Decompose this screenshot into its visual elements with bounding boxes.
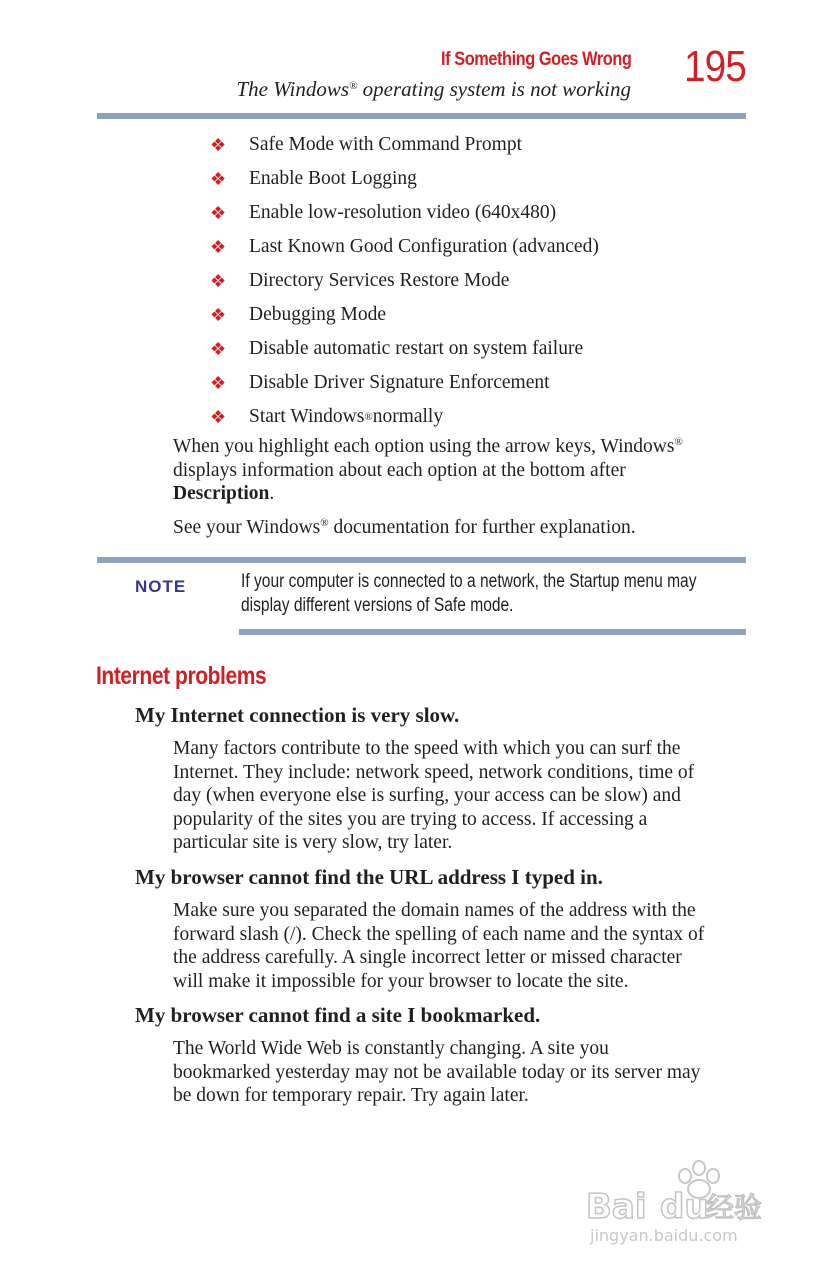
- answer-paragraph: Make sure you separated the domain names of the address with the forward slash (/). Check the spelling of each name and the syntax of the address carefully. A single incorrect letter or missed character will make it impossible for your browser to locate the site.: [173, 900, 705, 992]
- list-item: ❖ Enable low-resolution video (640x480): [210, 196, 599, 230]
- question-heading: My Internet connection is very slow.: [135, 703, 460, 727]
- question-heading: My browser cannot find the URL address I typed in.: [135, 865, 603, 889]
- diamond-bullet-icon: ❖: [210, 305, 227, 325]
- diamond-bullet-icon: ❖: [210, 271, 227, 291]
- svg-text:经验: 经验: [706, 1191, 763, 1224]
- see-documentation-paragraph: See your Windows® documentation for further explanation.: [173, 517, 636, 538]
- startup-options-list: [210, 128, 599, 434]
- svg-text:Bai: Bai: [586, 1187, 647, 1227]
- section-heading: Internet problems: [96, 662, 267, 690]
- answer-paragraph: Many factors contribute to the speed with which you can surf the Internet. They include: network speed, network conditions, time of day (when everyone else is surfing, your access can be slow) and popularity of the sites you are trying to access. If accessing a particular site is very slow, try later.: [173, 738, 695, 853]
- page-number: 195: [684, 42, 746, 91]
- diamond-bullet-icon: ❖: [210, 339, 227, 359]
- highlight-paragraph: When you highlight each option using the arrow keys, Windows® displays information about each option at the bottom after Description.: [173, 436, 683, 504]
- list-item: ❖ Disable Driver Signature Enforcement: [210, 366, 599, 400]
- header-divider: [97, 113, 746, 119]
- diamond-bullet-icon: ❖: [210, 407, 227, 427]
- diamond-bullet-icon: ❖: [210, 373, 227, 393]
- diamond-bullet-icon: ❖: [210, 169, 227, 189]
- answer-paragraph: The World Wide Web is constantly changing. A site you bookmarked yesterday may not be available today or its server may be down for temporary repair. Try again later.: [173, 1038, 701, 1106]
- question-heading: My browser cannot find a site I bookmarked.: [135, 1003, 541, 1027]
- list-item: ❖ Last Known Good Configuration (advanced): [210, 230, 599, 264]
- diamond-bullet-icon: ❖: [210, 203, 227, 223]
- note-text: If your computer is connected to a network, the Startup menu may display different versions of Safe mode.: [241, 571, 697, 616]
- note-divider-bottom: [239, 629, 746, 635]
- list-item: ❖ Safe Mode with Command Prompt: [210, 128, 599, 162]
- list-item: ❖ Debugging Mode: [210, 298, 599, 332]
- note-label: NOTE: [135, 577, 187, 596]
- list-item: ❖ Start Windows ® normally: [210, 400, 599, 434]
- baidu-watermark-logo: [582, 1155, 782, 1255]
- diamond-bullet-icon: ❖: [210, 237, 227, 257]
- section-title: The Windows® operating system is not working: [236, 77, 631, 101]
- list-item: ❖ Disable automatic restart on system failure: [210, 332, 599, 366]
- note-divider-top: [97, 557, 746, 563]
- diamond-bullet-icon: ❖: [210, 135, 227, 155]
- svg-text:du: du: [660, 1187, 709, 1227]
- chapter-title: If Something Goes Wrong: [440, 49, 631, 70]
- list-item: ❖ Enable Boot Logging: [210, 162, 599, 196]
- list-item: ❖ Directory Services Restore Mode: [210, 264, 599, 298]
- svg-text:jingyan.baidu.com: jingyan.baidu.com: [590, 1226, 738, 1245]
